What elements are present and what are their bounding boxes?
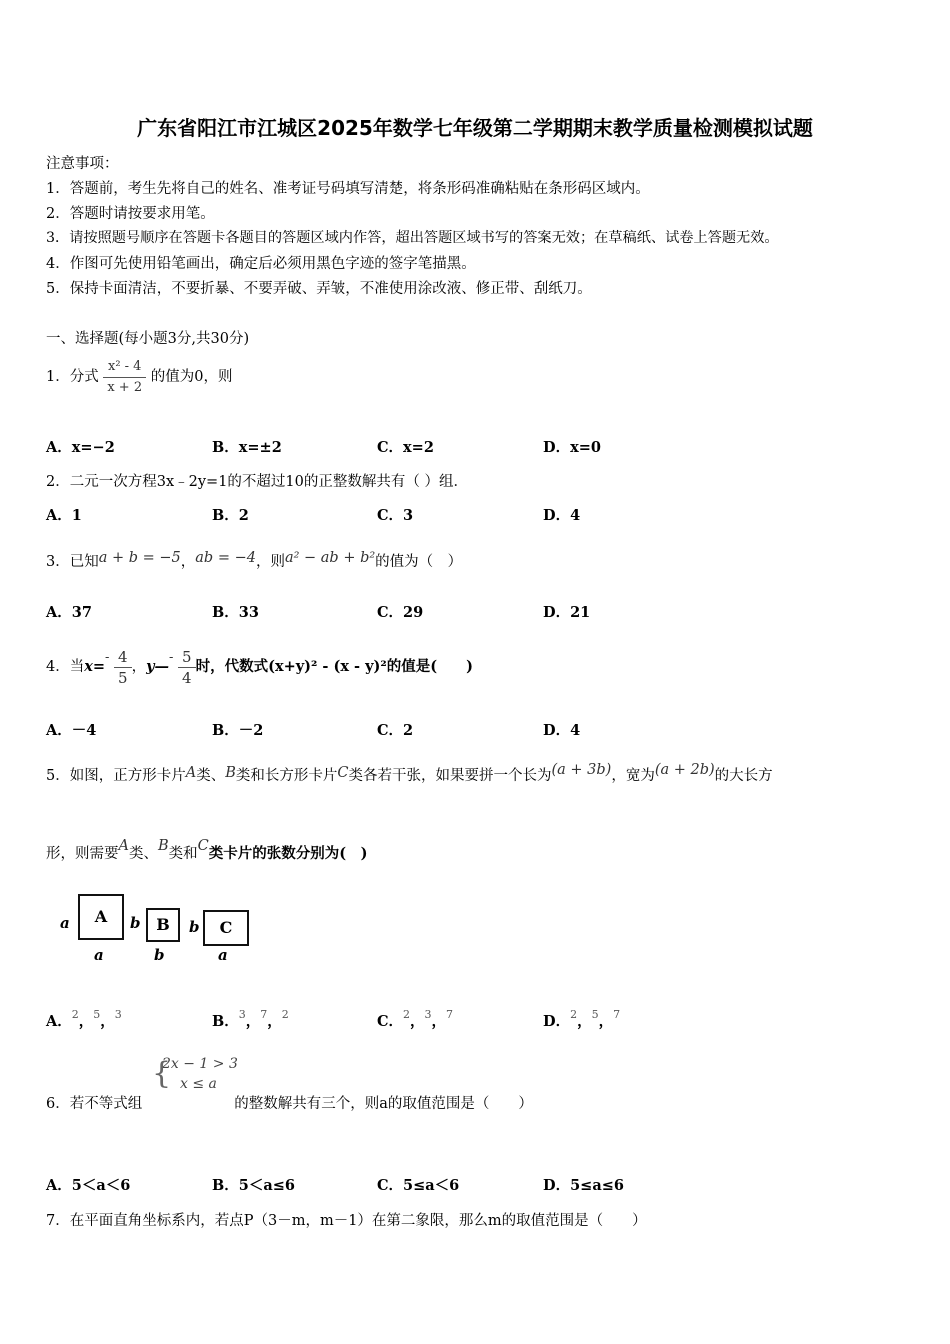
fig-b-left: b <box>130 914 141 932</box>
q4-options <box>46 719 926 741</box>
notice-item-4: 4．作图可先使用铅笔画出，确定后必须用黑色字迹的签字笔描黑。 <box>46 256 476 272</box>
q5-opt-c-v1: 2 <box>403 1008 411 1021</box>
q2-options <box>46 504 926 526</box>
q5-opt-c-v2: 3 <box>424 1008 432 1021</box>
q3-option-b[interactable]: B．33 <box>212 604 259 621</box>
q4-f1-den: 5 <box>118 668 128 687</box>
comma: ， <box>78 1013 94 1030</box>
q5-opt-a-v1: 2 <box>71 1008 79 1021</box>
q1-frac-den: x + 2 <box>107 379 143 395</box>
q4-fraction-1 <box>114 647 132 688</box>
q6-ineq-2: x ≤ a <box>180 1076 217 1092</box>
fig-b-bottom: b <box>154 946 165 964</box>
q5-opt-b-v3: 2 <box>281 1008 289 1021</box>
q3-option-c[interactable]: C．29 <box>377 604 424 621</box>
q5-label-A: A <box>185 765 197 781</box>
q3-options <box>46 601 926 623</box>
q6-option-b[interactable]: B．5＜a≤6 <box>212 1177 295 1194</box>
q4-option-d[interactable]: D．4 <box>543 722 581 739</box>
q5-opt-d-v2: 5 <box>591 1008 599 1021</box>
q5-opt-c-v3: 7 <box>446 1008 454 1021</box>
question-7: 7．在平面直角坐标系内，若点P（3－m，m－1）在第二象限，那么m的取值范围是（ ） <box>46 1213 647 1229</box>
q3-sep: ， <box>180 554 196 570</box>
q5-opt-a-v2: 5 <box>93 1008 101 1021</box>
q1-frac-num: x² - 4 <box>103 357 146 378</box>
q1-option-d[interactable]: D．x=0 <box>543 439 601 456</box>
q5-options <box>46 1008 926 1030</box>
question-5-line-2 <box>46 838 367 863</box>
q5-opt-d-v3: 7 <box>613 1008 621 1021</box>
card-B <box>146 908 180 942</box>
q4-yeq: y— <box>146 658 170 675</box>
q6-options <box>46 1174 926 1196</box>
q3-option-a[interactable]: A．37 <box>46 604 92 621</box>
comma: ， <box>410 1013 425 1030</box>
card-A <box>78 894 124 940</box>
q4-fraction-2 <box>178 647 196 688</box>
q4-option-c[interactable]: C．2 <box>377 722 414 739</box>
question-4 <box>46 633 473 687</box>
q4-suffix: 时，代数式(x+y)² - (x - y)²的值是( ) <box>195 658 473 675</box>
q4-xeq: x= <box>84 658 106 675</box>
notice-item-3: 3．请按照题号顺序在答题卡各题目的答题区域内作答，超出答题区域书写的答案无效；在草稿纸、试卷上答题无效。 <box>46 230 779 246</box>
q4-comma: ， <box>131 659 147 675</box>
q3-prefix: 3．已知 <box>46 554 99 570</box>
question-2: 2．二元一次方程3x﹣2y=1的不超过10的正整数解共有（ ）组． <box>46 474 468 490</box>
q5-card-figure <box>56 890 256 965</box>
q4-neg-1: - <box>105 650 110 665</box>
q5-opt-a-v3: 3 <box>114 1008 122 1021</box>
q6-option-a[interactable]: A．5＜a＜6 <box>46 1177 131 1194</box>
q4-prefix: 4．当 <box>46 659 85 675</box>
comma: ， <box>577 1013 592 1030</box>
q4-f2-den: 4 <box>182 668 192 687</box>
question-1 <box>46 352 232 402</box>
q5-text-7: 形，则需要 <box>46 846 119 862</box>
q2-option-b[interactable]: B．2 <box>212 507 249 524</box>
q2-option-a[interactable]: A．1 <box>46 507 82 524</box>
q1-prefix: 1．分式 <box>46 369 99 385</box>
notice-item-1: 1．答题前，考生先将自己的姓名、准考证号码填写清楚，将条形码准确粘贴在条形码区域内。 <box>46 181 650 197</box>
q5-text-3: 类和长方形卡片 <box>235 768 338 784</box>
q5-text-2: 类、 <box>196 768 226 784</box>
comma: ， <box>598 1013 614 1030</box>
q6-ineq-1: 2x − 1 > 3 <box>162 1056 238 1072</box>
q1-suffix: 的值为0，则 <box>150 369 233 385</box>
q5-opt-d-v1: 2 <box>570 1008 578 1021</box>
question-5-line-1 <box>46 762 773 785</box>
q3-mid: ，则 <box>255 554 285 570</box>
q5-text-10: 类卡片的张数分别为( ) <box>208 845 368 862</box>
page-title: 广东省阳江市江城区2025年数学七年级第二学期期末教学质量检测模拟试题 <box>137 116 813 140</box>
fig-b-left-2: b <box>189 918 200 936</box>
card-A-label: A <box>94 907 108 926</box>
q5-opt-c-label: C． <box>377 1013 404 1030</box>
q5-opt-b-v2: 7 <box>260 1008 268 1021</box>
q6-inequality-system <box>152 1054 238 1094</box>
notice-heading: 注意事项： <box>46 156 119 172</box>
notice-item-2: 2．答题时请按要求用笔。 <box>46 206 215 222</box>
q3-option-d[interactable]: D．21 <box>543 604 591 621</box>
fig-a-bottom: a <box>94 946 104 964</box>
q1-fraction <box>103 357 146 398</box>
q4-f1-num: 4 <box>114 647 132 668</box>
fig-a-left: a <box>60 914 70 932</box>
q5-opt-a-label: A． <box>46 1013 72 1030</box>
q5-label-B: B <box>225 765 236 781</box>
q5-option-a[interactable] <box>46 1008 122 1031</box>
comma: ， <box>267 1013 282 1030</box>
question-6 <box>46 1092 533 1113</box>
q5-option-c[interactable] <box>377 1008 453 1031</box>
q5-label-B-2: B <box>157 838 169 854</box>
q1-option-c[interactable]: C．x=2 <box>377 439 434 456</box>
fig-a-bottom-2: a <box>218 946 228 964</box>
card-C <box>203 910 249 946</box>
q5-text-9: 类和 <box>168 846 198 862</box>
q4-neg-2: - <box>169 650 174 665</box>
notice-item-5: 5．保持卡面清洁，不要折暴、不要弄破、弄皱，不准使用涂改液、修正带、刮纸刀。 <box>46 281 592 297</box>
q5-label-A-2: A <box>118 838 129 854</box>
q3-math-2: ab = −4 <box>195 550 256 566</box>
comma: ， <box>245 1013 261 1030</box>
q4-option-b[interactable]: B．－2 <box>212 722 264 739</box>
q5-text-5: ，宽为 <box>611 768 655 784</box>
q4-option-a[interactable]: A．－4 <box>46 722 97 739</box>
q4-f2-num: 5 <box>178 647 196 668</box>
q6-suffix: 的整数解共有三个，则a的取值范围是（ ） <box>234 1096 533 1112</box>
q5-option-d[interactable] <box>543 1008 620 1031</box>
brace-icon: { <box>152 1056 172 1091</box>
q1-options <box>46 436 926 458</box>
q5-text-4: 类各若干张，如果要拼一个长为 <box>348 768 552 784</box>
q2-option-c[interactable]: C．3 <box>377 507 414 524</box>
q5-opt-b-v1: 3 <box>238 1008 246 1021</box>
q5-text-6: 的大长方 <box>714 768 773 784</box>
q5-opt-d-label: D． <box>543 1013 571 1030</box>
q1-option-a[interactable]: A．x=−2 <box>46 439 115 456</box>
q5-text-8: 类、 <box>128 846 158 862</box>
q5-label-C-2: C <box>197 838 209 854</box>
q5-label-C: C <box>337 765 349 781</box>
q3-math-3: a² − ab + b² <box>284 550 376 566</box>
q5-width: (a + 2b) <box>654 762 715 778</box>
q6-option-c[interactable]: C．5≤a＜6 <box>377 1177 460 1194</box>
q5-text-1: 5．如图，正方形卡片 <box>46 768 186 784</box>
q6-option-d[interactable]: D．5≤a≤6 <box>543 1177 624 1194</box>
section-heading: 一、选择题(每小题3分,共30分) <box>46 331 250 347</box>
card-B-label: B <box>156 915 170 934</box>
q3-suffix: 的值为（ ） <box>375 554 463 570</box>
comma: ， <box>431 1013 447 1030</box>
comma: ， <box>100 1013 115 1030</box>
q5-option-b[interactable] <box>212 1008 289 1031</box>
question-3 <box>46 550 462 571</box>
card-C-label: C <box>219 918 233 937</box>
q1-option-b[interactable]: B．x=±2 <box>212 439 282 456</box>
q3-math-1: a + b = −5 <box>98 550 181 566</box>
q5-length: (a + 3b) <box>551 762 612 778</box>
q5-opt-b-label: B． <box>212 1013 239 1030</box>
q6-prefix: 6．若不等式组 <box>46 1096 143 1112</box>
q2-option-d[interactable]: D．4 <box>543 507 581 524</box>
